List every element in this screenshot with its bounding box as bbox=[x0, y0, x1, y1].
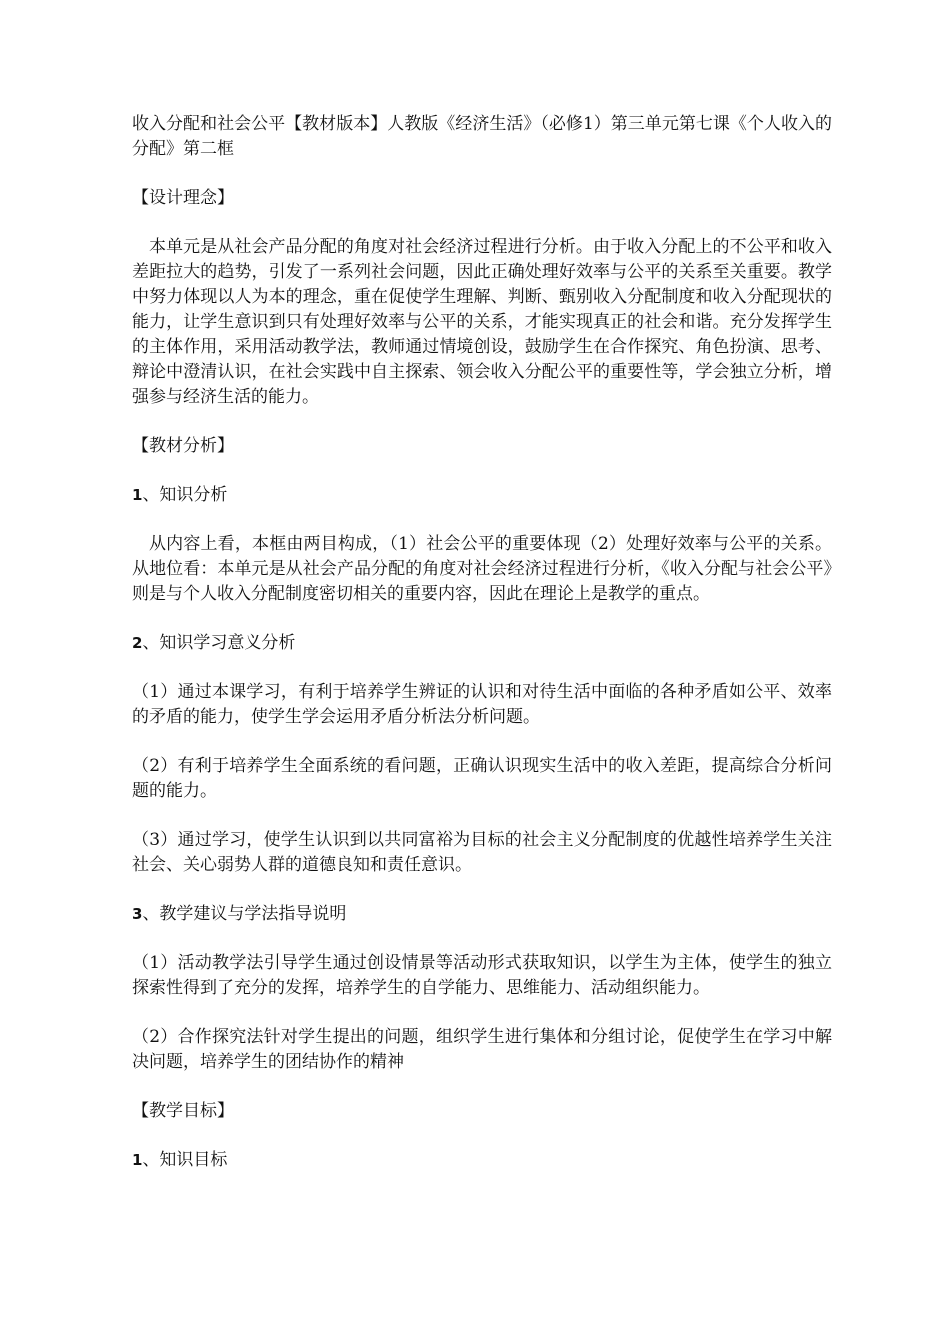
suggestion-item-1: （1）活动教学法引导学生通过创设情景等活动形式获取知识，以学生为主体，使学生的独立探索性得到了充分的发挥，培养学生的自学能力、思维能力、活动组织能力。 bbox=[132, 953, 832, 998]
subheading-number: 2 bbox=[132, 634, 143, 652]
document-title: 收入分配和社会公平【教材版本】人教版《经济生活》（必修1）第三单元第七课《个人收入的分配》第二框 bbox=[132, 114, 832, 159]
section-heading-goals: 【教学目标】 bbox=[132, 1101, 234, 1121]
subheading-number: 3 bbox=[132, 905, 143, 923]
subheading-label: 、知识目标 bbox=[142, 1150, 228, 1170]
suggestion-item-2: （2）合作探究法针对学生提出的问题，组织学生进行集体和分组讨论，促使学生在学习中解决问题，培养学生的团结协作的精神 bbox=[132, 1027, 832, 1072]
significance-item-3: （3）通过学习，使学生认识到以共同富裕为目标的社会主义分配制度的优越性培养学生关注社会、关心弱势人群的道德良知和责任意识。 bbox=[132, 830, 832, 875]
subheading-knowledge-analysis bbox=[132, 483, 832, 508]
subheading-number: 1 bbox=[132, 486, 143, 504]
subheading-teaching-suggestions bbox=[132, 902, 832, 927]
subheading-label: 、知识学习意义分析 bbox=[142, 633, 296, 653]
document-page bbox=[132, 112, 832, 1173]
design-paragraph: 本单元是从社会产品分配的角度对社会经济过程进行分析。由于收入分配上的不公平和收入差距拉大的趋势，引发了一系列社会问题，因此正确处理好效率与公平的关系至关重要。教学中努力体现以人为本的理念，重在促使学生理解、判断、甄别收入分配制度和收入分配现状的能力，让学生意识到只有处理好效率与公平的关系，才能实现真正的社会和谐。充分发挥学生的主体作用，采用活动教学法，教师通过情境创设，鼓励学生在合作探究、角色扮演、思考、辩论中澄清认识，在社会实践中自主探索、领会收入分配公平的重要性等，学会独立分析，增强参与经济生活的能力。 bbox=[132, 237, 832, 407]
subheading-learning-significance bbox=[132, 631, 832, 656]
subheading-knowledge-goal bbox=[132, 1148, 832, 1173]
subheading-number: 1 bbox=[132, 1151, 143, 1169]
subheading-label: 、教学建议与学法指导说明 bbox=[142, 904, 347, 924]
section-heading-material: 【教材分析】 bbox=[132, 436, 234, 456]
significance-item-1: （1）通过本课学习，有利于培养学生辨证的认识和对待生活中面临的各种矛盾如公平、效率的矛盾的能力，使学生学会运用矛盾分析法分析问题。 bbox=[132, 682, 832, 727]
subheading-label: 、知识分析 bbox=[142, 485, 228, 505]
significance-item-2: （2）有利于培养学生全面系统的看问题，正确认识现实生活中的收入差距，提高综合分析问题的能力。 bbox=[132, 756, 832, 801]
section-heading-design: 【设计理念】 bbox=[132, 188, 234, 208]
knowledge-analysis-paragraph: 从内容上看，本框由两目构成，（1）社会公平的重要体现（2）处理好效率与公平的关系。从地位看：本单元是从社会产品分配的角度对社会经济过程进行分析，《收入分配与社会公平》则是与个人收入分配制度密切相关的重要内容，因此在理论上是教学的重点。 bbox=[132, 534, 832, 604]
